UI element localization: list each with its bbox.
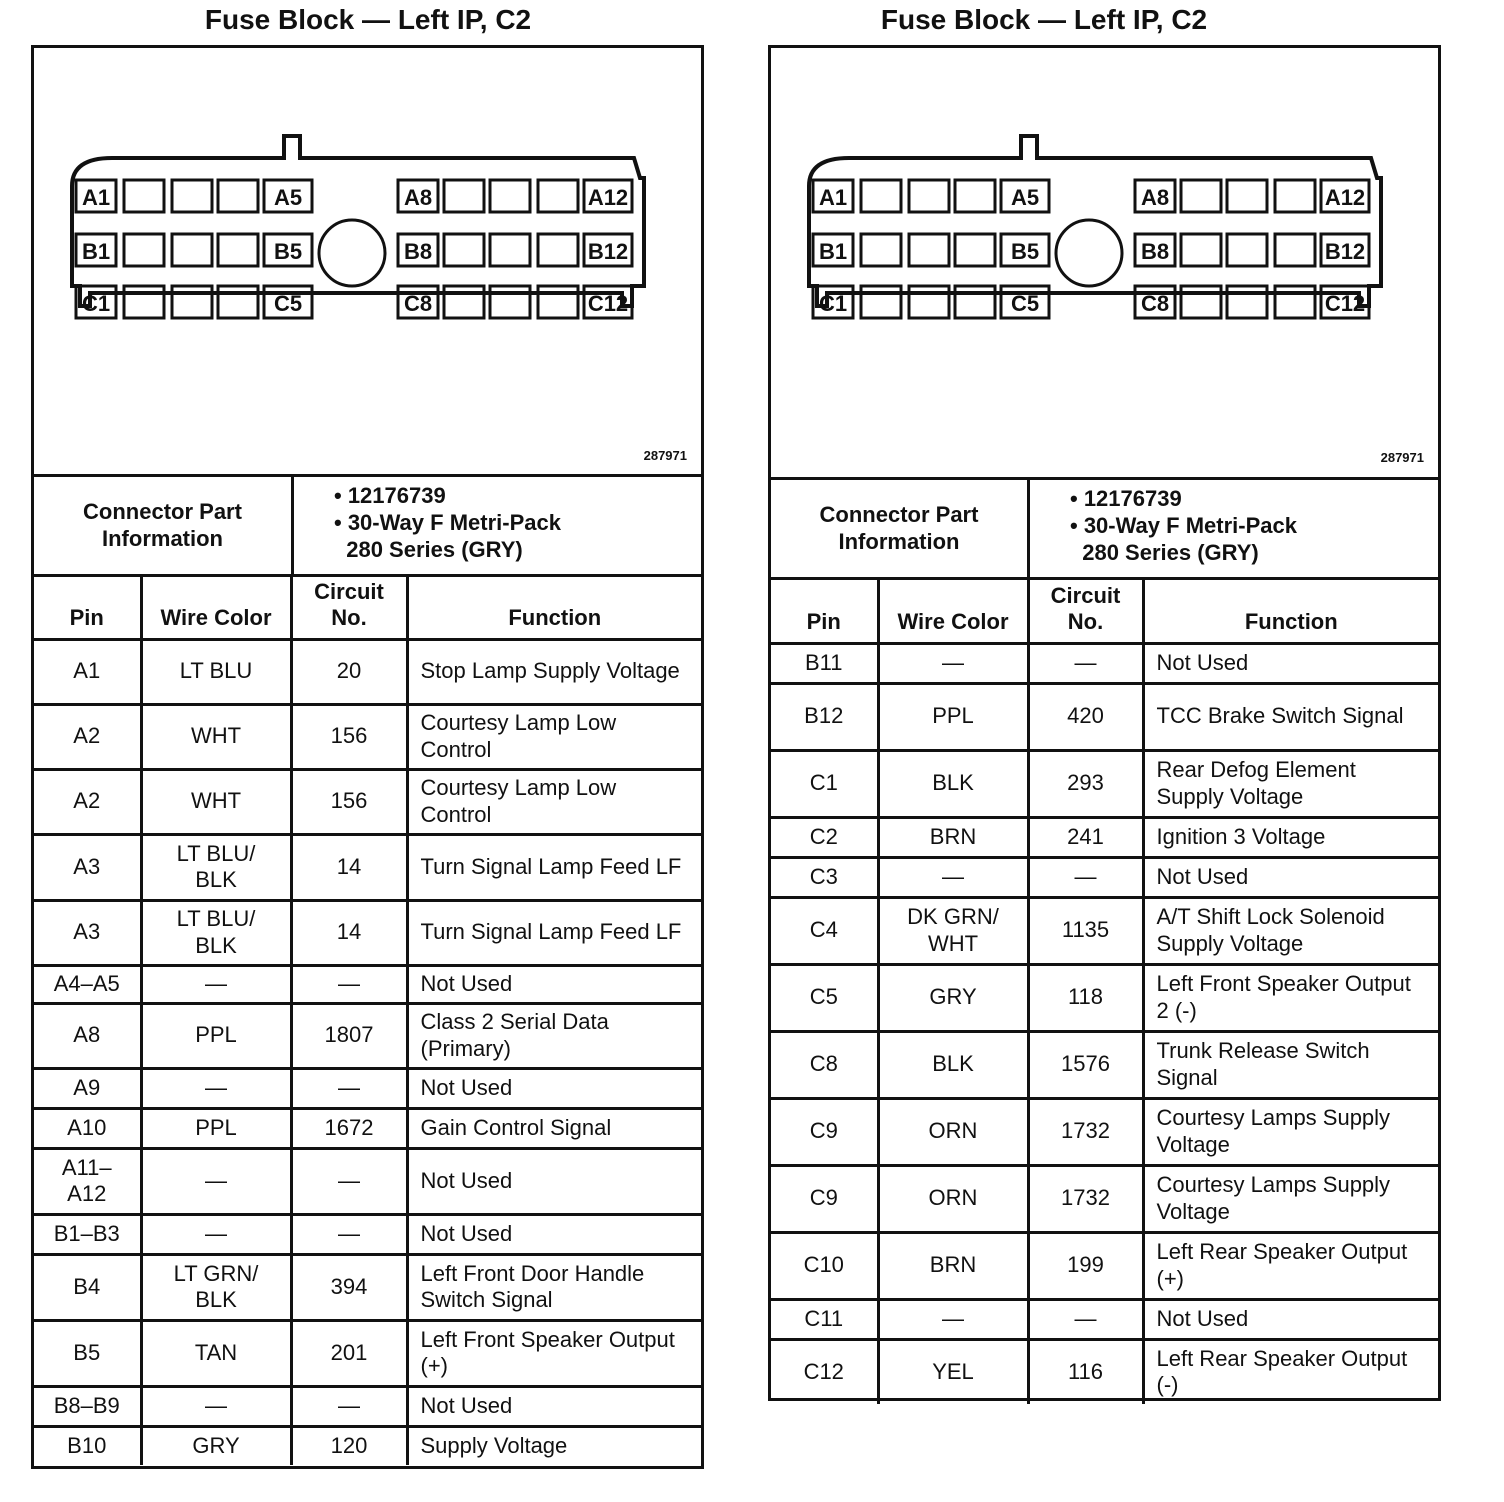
wire-color-cell: WHT <box>141 704 291 769</box>
table-row <box>771 857 1438 897</box>
table-row <box>771 897 1438 964</box>
function-cell: Courtesy Lamps Supply Voltage <box>1143 1165 1438 1232</box>
table-row <box>34 1108 701 1148</box>
pin-cavity <box>1181 286 1221 318</box>
left-pin-table <box>34 574 701 1465</box>
header-circuit-no: Circuit No. <box>291 574 407 639</box>
pin-cavity <box>1275 234 1315 266</box>
table-row <box>34 965 701 1003</box>
pin-cavity <box>218 234 258 266</box>
pin-cell: C9 <box>771 1098 878 1165</box>
function-cell: Left Front Speaker Output 2 (-) <box>1143 964 1438 1031</box>
pin-cavity <box>538 286 578 318</box>
wire-color-cell: LT BLU <box>141 639 291 704</box>
function-cell: Ignition 3 Voltage <box>1143 817 1438 857</box>
circuit-cell: 293 <box>1028 750 1143 817</box>
header-pin: Pin <box>771 577 878 643</box>
circuit-cell: 120 <box>291 1426 407 1465</box>
pin-cavity <box>490 286 530 318</box>
wire-color-cell: BRN <box>878 817 1028 857</box>
table-row <box>34 639 701 704</box>
function-cell: Rear Defog Element Supply Voltage <box>1143 750 1438 817</box>
pin-label: A8 <box>1140 185 1170 210</box>
circuit-cell: 394 <box>291 1254 407 1320</box>
wire-color-cell: — <box>141 1214 291 1254</box>
table-row <box>34 1386 701 1426</box>
pin-cavity <box>124 234 164 266</box>
circuit-cell: 118 <box>1028 964 1143 1031</box>
table-row <box>771 1339 1438 1404</box>
pin-cavity <box>538 180 578 212</box>
right-pin-table <box>771 577 1438 1404</box>
pin-cell: C3 <box>771 857 878 897</box>
circuit-cell: — <box>1028 857 1143 897</box>
circuit-cell: 1732 <box>1028 1098 1143 1165</box>
pin-cavity <box>172 180 212 212</box>
pin-cavity <box>1275 180 1315 212</box>
circuit-cell: — <box>1028 1299 1143 1339</box>
function-cell: Stop Lamp Supply Voltage <box>407 639 701 704</box>
pin-cavity <box>861 180 901 212</box>
pin-cell: A3 <box>34 900 141 965</box>
circuit-cell: 241 <box>1028 817 1143 857</box>
pin-cavity <box>1227 234 1267 266</box>
pin-label: A5 <box>1010 185 1040 210</box>
pin-label: B8 <box>1140 239 1170 264</box>
pin-cavity <box>218 286 258 318</box>
left-connector-svg <box>34 48 701 477</box>
pin-cavity <box>444 286 484 318</box>
table-row <box>34 704 701 769</box>
left-connector-details <box>294 477 561 574</box>
left-panel <box>31 45 704 1469</box>
function-cell: Not Used <box>1143 643 1438 683</box>
pin-cavity <box>861 286 901 318</box>
circuit-cell: 20 <box>291 639 407 704</box>
pin-cell: A9 <box>34 1068 141 1108</box>
circuit-cell: 420 <box>1028 683 1143 750</box>
table-row <box>34 1003 701 1068</box>
pin-cavity <box>861 234 901 266</box>
wire-color-cell: LT BLU/ BLK <box>141 900 291 965</box>
pin-label: A1 <box>818 185 848 210</box>
wire-color-cell: PPL <box>141 1003 291 1068</box>
table-row <box>771 683 1438 750</box>
pin-cell: C11 <box>771 1299 878 1339</box>
connector-part-number: • 12176739 <box>334 483 446 508</box>
circuit-cell: 1807 <box>291 1003 407 1068</box>
wire-color-cell: LT GRN/ BLK <box>141 1254 291 1320</box>
pin-label: A5 <box>273 185 303 210</box>
table-row <box>771 964 1438 1031</box>
pin-cavity <box>444 234 484 266</box>
connector-series: 280 Series (GRY) <box>334 536 523 562</box>
wire-color-cell: LT BLU/ BLK <box>141 834 291 900</box>
connector-type: • 30-Way F Metri-Pack <box>1070 512 1297 538</box>
circuit-cell: — <box>1028 643 1143 683</box>
pin-cell: A3 <box>34 834 141 900</box>
header-wire-color: Wire Color <box>141 574 291 639</box>
left-connector-diagram <box>34 48 701 477</box>
pin-label: C8 <box>403 291 433 316</box>
circuit-cell: — <box>291 1386 407 1426</box>
circuit-cell: — <box>291 1214 407 1254</box>
circuit-cell: 201 <box>291 1320 407 1386</box>
pin-cavity <box>955 180 995 212</box>
pin-label: B5 <box>1010 239 1040 264</box>
pin-cavity <box>1227 286 1267 318</box>
function-cell: Not Used <box>407 1214 701 1254</box>
pin-cavity <box>538 234 578 266</box>
table-row <box>34 1214 701 1254</box>
circuit-cell: 14 <box>291 900 407 965</box>
circuit-cell: 156 <box>291 704 407 769</box>
pin-label: A1 <box>81 185 111 210</box>
function-cell: Gain Control Signal <box>407 1108 701 1148</box>
wire-color-cell: BRN <box>878 1232 1028 1299</box>
pin-cell: A4–A5 <box>34 965 141 1003</box>
pin-cavity <box>218 180 258 212</box>
function-cell: Not Used <box>407 965 701 1003</box>
table-row <box>34 1254 701 1320</box>
function-cell: Left Front Door Handle Switch Signal <box>407 1254 701 1320</box>
pin-cavity <box>1275 286 1315 318</box>
function-cell: Class 2 Serial Data (Primary) <box>407 1003 701 1068</box>
wire-color-cell: — <box>141 1386 291 1426</box>
pin-cavity <box>490 180 530 212</box>
table-row <box>34 1320 701 1386</box>
function-cell: Trunk Release Switch Signal <box>1143 1031 1438 1098</box>
pin-cell: A8 <box>34 1003 141 1068</box>
table-row <box>771 1299 1438 1339</box>
right-connector-diagram <box>771 48 1438 480</box>
pin-cavity <box>1227 180 1267 212</box>
table-row <box>771 817 1438 857</box>
wire-color-cell: BLK <box>878 750 1028 817</box>
function-cell: Not Used <box>407 1386 701 1426</box>
left-connector-info <box>34 477 701 577</box>
pin-cell: B8–B9 <box>34 1386 141 1426</box>
pin-label: A12 <box>587 185 629 210</box>
pin-cell: A2 <box>34 704 141 769</box>
wire-color-cell: GRY <box>878 964 1028 1031</box>
wire-color-cell: BLK <box>878 1031 1028 1098</box>
pin-label: B12 <box>1324 239 1366 264</box>
pin-label: A8 <box>403 185 433 210</box>
wire-color-cell: ORN <box>878 1165 1028 1232</box>
circuit-cell: — <box>291 965 407 1003</box>
circuit-cell: 199 <box>1028 1232 1143 1299</box>
pin-cavity <box>909 180 949 212</box>
wire-color-cell: — <box>141 1148 291 1214</box>
function-cell: Turn Signal Lamp Feed LF <box>407 834 701 900</box>
function-cell: Not Used <box>1143 1299 1438 1339</box>
pin-cavity <box>490 234 530 266</box>
function-cell: Not Used <box>407 1148 701 1214</box>
pin-cell: C1 <box>771 750 878 817</box>
pin-cavity <box>172 234 212 266</box>
table-row <box>34 900 701 965</box>
pin-cell: B5 <box>34 1320 141 1386</box>
circuit-cell: 14 <box>291 834 407 900</box>
table-row <box>771 750 1438 817</box>
connector-key-hole <box>319 220 385 286</box>
wire-color-cell: — <box>141 965 291 1003</box>
table-row <box>34 1148 701 1214</box>
right-title: Fuse Block — Left IP, C2 <box>880 4 1208 35</box>
pin-cell: B1–B3 <box>34 1214 141 1254</box>
pin-cavity <box>1181 180 1221 212</box>
connector-part-number: • 12176739 <box>1070 486 1182 511</box>
wire-color-cell: — <box>141 1068 291 1108</box>
pin-label: B5 <box>273 239 303 264</box>
pin-label: C1 <box>818 291 848 316</box>
pin-cell: A11– A12 <box>34 1148 141 1214</box>
circuit-cell: — <box>291 1068 407 1108</box>
pin-cavity <box>444 180 484 212</box>
function-cell: TCC Brake Switch Signal <box>1143 683 1438 750</box>
table-row <box>34 1068 701 1108</box>
table-row <box>34 834 701 900</box>
pin-cavity <box>124 180 164 212</box>
pin-cell: A2 <box>34 769 141 834</box>
header-wire-color: Wire Color <box>878 577 1028 643</box>
pin-cavity <box>909 286 949 318</box>
pin-label: B12 <box>587 239 629 264</box>
circuit-cell: 156 <box>291 769 407 834</box>
header-function: Function <box>407 574 701 639</box>
pin-cell: A1 <box>34 639 141 704</box>
wire-color-cell: TAN <box>141 1320 291 1386</box>
wire-color-cell: GRY <box>141 1426 291 1465</box>
right-connector-svg <box>771 48 1438 480</box>
pin-cell: B12 <box>771 683 878 750</box>
circuit-cell: — <box>291 1148 407 1214</box>
function-cell: Courtesy Lamp Low Control <box>407 704 701 769</box>
wire-color-cell: WHT <box>141 769 291 834</box>
right-connector-details <box>1030 480 1297 577</box>
pin-cell: C9 <box>771 1165 878 1232</box>
function-cell: Courtesy Lamp Low Control <box>407 769 701 834</box>
function-cell: Left Front Speaker Output (+) <box>407 1320 701 1386</box>
function-cell: Courtesy Lamps Supply Voltage <box>1143 1098 1438 1165</box>
pin-label: C12 <box>587 291 629 316</box>
function-cell: Turn Signal Lamp Feed LF <box>407 900 701 965</box>
left-title: Fuse Block — Left IP, C2 <box>204 4 532 35</box>
pin-label: C1 <box>81 291 111 316</box>
right-connector-label: Connector Part Information <box>771 480 1030 577</box>
function-cell: Not Used <box>1143 857 1438 897</box>
right-panel <box>768 45 1441 1401</box>
function-cell: Supply Voltage <box>407 1426 701 1465</box>
wire-color-cell: — <box>878 1299 1028 1339</box>
table-row <box>771 1031 1438 1098</box>
connector-key-hole <box>1056 220 1122 286</box>
pin-label: C8 <box>1140 291 1170 316</box>
connector-series: 280 Series (GRY) <box>1070 539 1259 565</box>
header-pin: Pin <box>34 574 141 639</box>
function-cell: A/T Shift Lock Solenoid Supply Voltage <box>1143 897 1438 964</box>
circuit-cell: 1576 <box>1028 1031 1143 1098</box>
wire-color-cell: PPL <box>878 683 1028 750</box>
connector-type: • 30-Way F Metri-Pack <box>334 509 561 535</box>
left-figure-id: 287971 <box>643 448 687 463</box>
wire-color-cell: PPL <box>141 1108 291 1148</box>
pin-label: C5 <box>273 291 303 316</box>
circuit-cell: 116 <box>1028 1339 1143 1404</box>
right-figure-id: 287971 <box>1380 450 1424 465</box>
pin-cavity <box>124 286 164 318</box>
pin-cell: C2 <box>771 817 878 857</box>
pin-cell: C8 <box>771 1031 878 1098</box>
pin-cell: B4 <box>34 1254 141 1320</box>
table-row <box>771 1165 1438 1232</box>
pin-label: B8 <box>403 239 433 264</box>
pin-cell: B11 <box>771 643 878 683</box>
pin-label: B1 <box>81 239 111 264</box>
pin-cell: C4 <box>771 897 878 964</box>
pin-label: C5 <box>1010 291 1040 316</box>
pin-cavity <box>1181 234 1221 266</box>
wire-color-cell: DK GRN/ WHT <box>878 897 1028 964</box>
left-connector-label: Connector Part Information <box>34 477 294 574</box>
right-connector-info <box>771 480 1438 580</box>
wire-color-cell: YEL <box>878 1339 1028 1404</box>
table-row <box>771 1098 1438 1165</box>
pin-cell: A10 <box>34 1108 141 1148</box>
function-cell: Left Rear Speaker Output (-) <box>1143 1339 1438 1404</box>
table-row <box>771 643 1438 683</box>
wire-color-cell: ORN <box>878 1098 1028 1165</box>
wire-color-cell: — <box>878 857 1028 897</box>
pin-cell: C10 <box>771 1232 878 1299</box>
header-function: Function <box>1143 577 1438 643</box>
pin-cell: C12 <box>771 1339 878 1404</box>
pin-cell: B10 <box>34 1426 141 1465</box>
function-cell: Not Used <box>407 1068 701 1108</box>
table-row <box>771 1232 1438 1299</box>
table-row <box>34 1426 701 1465</box>
pin-cavity <box>172 286 212 318</box>
wire-color-cell: — <box>878 643 1028 683</box>
circuit-cell: 1135 <box>1028 897 1143 964</box>
pin-label: C12 <box>1324 291 1366 316</box>
pin-cavity <box>955 234 995 266</box>
pin-label: A12 <box>1324 185 1366 210</box>
pin-cell: C5 <box>771 964 878 1031</box>
function-cell: Left Rear Speaker Output (+) <box>1143 1232 1438 1299</box>
pin-cavity <box>955 286 995 318</box>
table-row <box>34 769 701 834</box>
circuit-cell: 1732 <box>1028 1165 1143 1232</box>
circuit-cell: 1672 <box>291 1108 407 1148</box>
pin-cavity <box>909 234 949 266</box>
header-circuit-no: Circuit No. <box>1028 577 1143 643</box>
pin-label: B1 <box>818 239 848 264</box>
